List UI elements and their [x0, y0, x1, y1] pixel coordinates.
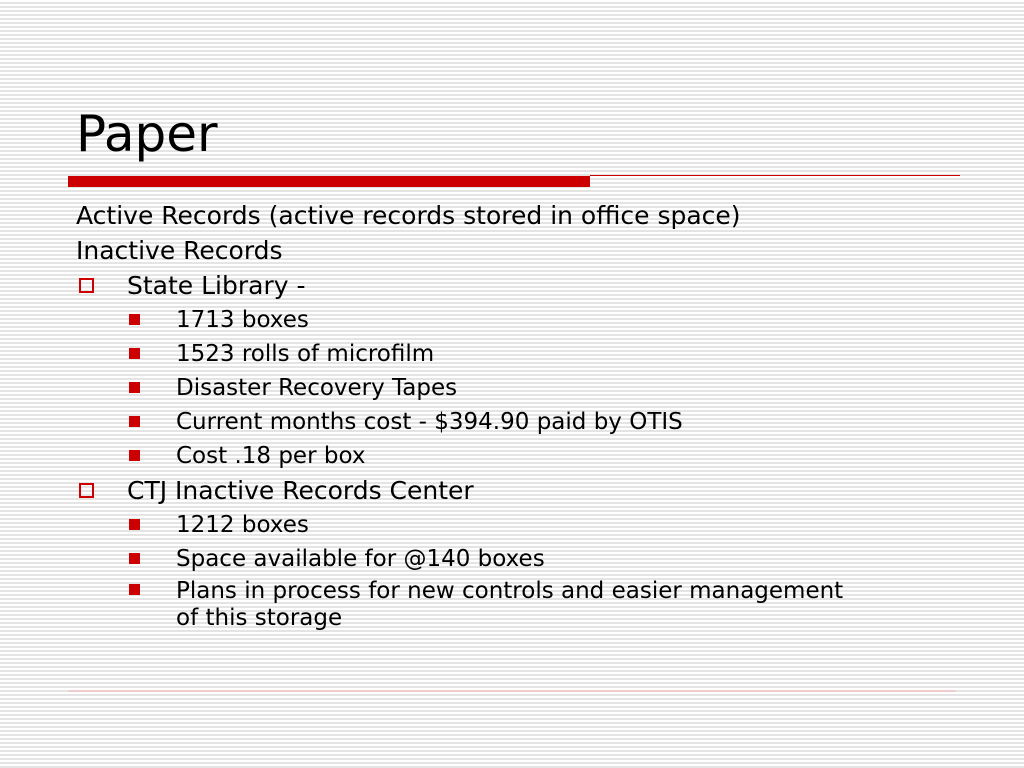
bullet-text: Plans in process for new controls and easier management of this storage [176, 578, 844, 631]
bullet-1212-boxes [76, 508, 976, 542]
bullet-text: Inactive Records [76, 236, 283, 265]
bullet-text: Disaster Recovery Tapes [176, 375, 458, 401]
bullet-text: 1713 boxes [176, 307, 309, 333]
hollow-square-bullet-icon [79, 278, 94, 293]
bullet-ctj-center [76, 473, 976, 508]
filled-square-bullet-icon [129, 382, 140, 393]
bullet-text: Current months cost - $394.90 paid by OTIS [176, 409, 683, 435]
bullet-current-cost [76, 405, 976, 439]
bullet-text: 1523 rolls of microfilm [176, 341, 435, 367]
bullet-text: State Library - [127, 271, 306, 300]
filled-square-bullet-icon [129, 348, 140, 359]
bullet-plans [76, 576, 856, 636]
filled-square-bullet-icon [129, 416, 140, 427]
bullet-text: 1212 boxes [176, 512, 309, 538]
footer-divider [68, 690, 956, 692]
bullet-text: Cost .18 per box [176, 443, 366, 469]
filled-square-bullet-icon [129, 519, 140, 530]
bullet-text: CTJ Inactive Records Center [127, 476, 474, 505]
bullet-inactive-records [76, 233, 976, 268]
filled-square-bullet-icon [129, 314, 140, 325]
title-underline-thin [590, 175, 960, 176]
bullet-text: Active Records (active records stored in office space) [76, 201, 741, 230]
bullet-state-library [76, 268, 976, 303]
bullet-disaster-recovery [76, 371, 976, 405]
bullet-microfilm [76, 337, 976, 371]
filled-square-bullet-icon [129, 584, 140, 595]
title-underline-accent [68, 176, 590, 187]
filled-square-bullet-icon [129, 450, 140, 461]
bullet-space-available [76, 542, 976, 576]
bullet-list [76, 198, 976, 636]
bullet-active-records [76, 198, 976, 233]
filled-square-bullet-icon [129, 553, 140, 564]
hollow-square-bullet-icon [79, 483, 94, 498]
bullet-cost-per-box [76, 439, 976, 473]
slide-title: Paper [76, 105, 218, 163]
bullet-1713-boxes [76, 303, 976, 337]
bullet-text: Space available for @140 boxes [176, 546, 545, 572]
